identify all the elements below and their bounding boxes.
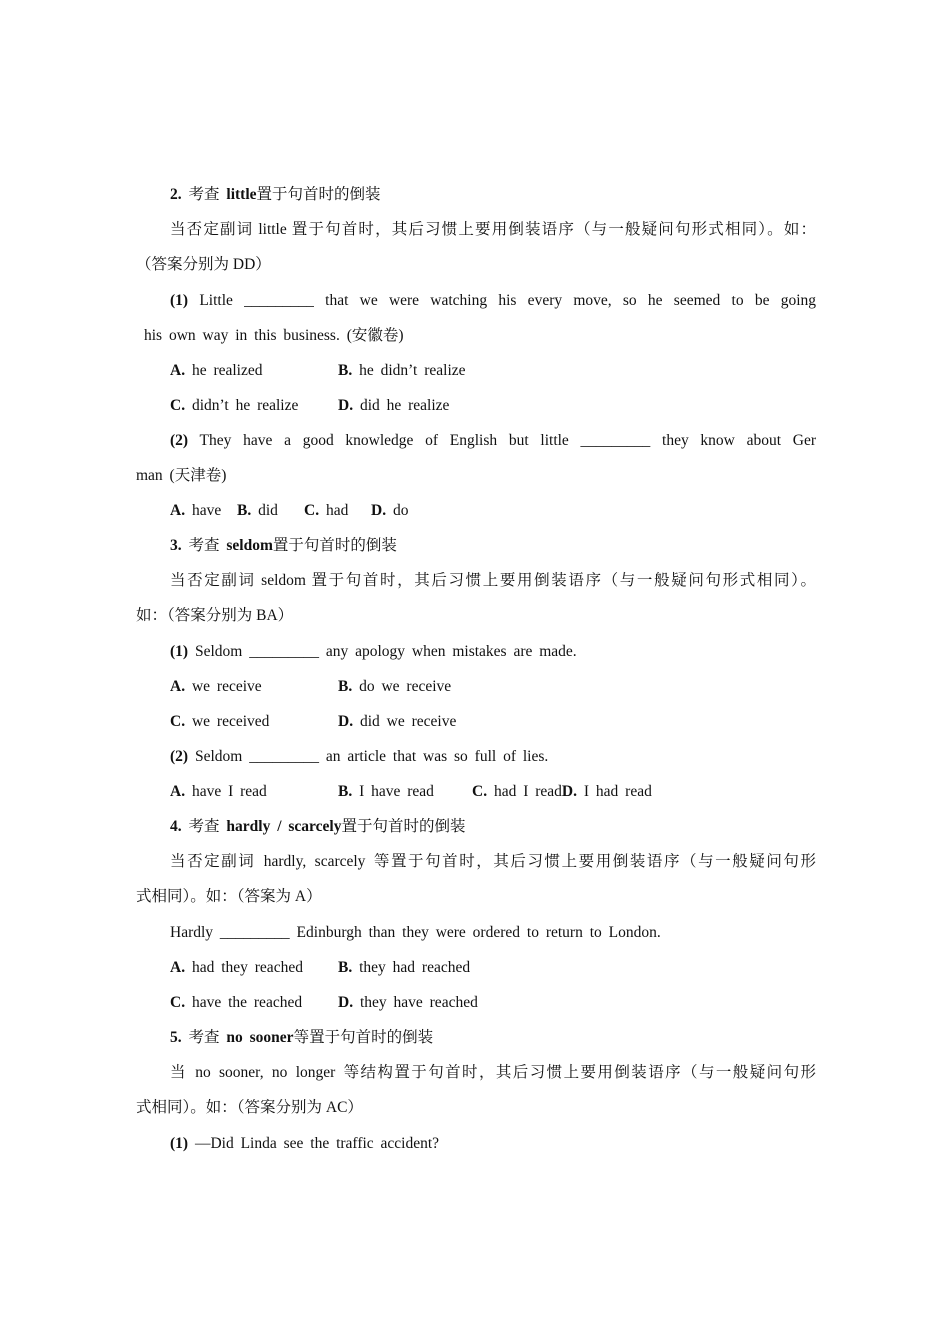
section-number: 3. <box>170 537 182 554</box>
s4-options-row2 <box>170 993 816 1013</box>
heading-keyword: little <box>226 186 257 203</box>
section-4-heading <box>170 817 816 837</box>
section-5-heading <box>170 1028 816 1048</box>
heading-suffix: 等置于句首时的倒装 <box>293 1029 434 1046</box>
option-c: C. had <box>304 502 349 519</box>
option-c: C. have the reached <box>170 994 303 1011</box>
s3-q1-options-row2 <box>170 712 816 732</box>
section-2-desc-line1: 当否定副词 little 置于句首时，其后习惯上要用倒装语序（与一般疑问句形式相同）。如： <box>170 221 816 238</box>
option-a: A. had they reached <box>170 959 303 976</box>
option-a: A. have I read <box>170 783 267 800</box>
question-text: They have a good knowledge of English but little _________ they know about Ger <box>199 432 816 449</box>
option-b: B. do we receive <box>338 678 452 695</box>
section-number: 5. <box>170 1029 182 1046</box>
section-5-desc-line2: 式相同）。如：（答案分别为 AC） <box>136 1099 363 1116</box>
s2-question-2-line1 <box>170 431 816 451</box>
question-text: Seldom _________ an article that was so full of lies. <box>194 748 549 765</box>
section-2-heading <box>170 185 816 205</box>
s4-options-row1 <box>170 958 816 978</box>
heading-keyword: seldom <box>226 537 273 554</box>
option-a: A. he realized <box>170 362 263 379</box>
option-d: D. did we receive <box>338 713 457 730</box>
s2-question-2-line2: man (天津卷) <box>136 467 227 484</box>
heading-prefix: 考查 <box>188 1029 220 1046</box>
heading-suffix: 置于句首时的倒装 <box>341 818 466 835</box>
option-b: B. did <box>237 502 278 519</box>
option-d: D. did he realize <box>338 397 450 414</box>
option-b: B. they had reached <box>338 959 471 976</box>
s2-q1-options-row1 <box>170 361 816 381</box>
question-text: Little _________ that we were watching his every move, so he seemed to be going <box>199 292 816 309</box>
option-b: B. he didn’t realize <box>338 362 466 379</box>
s5-question-1 <box>170 1134 816 1154</box>
s3-q1-options-row1 <box>170 677 816 697</box>
option-a: A. have <box>170 502 222 519</box>
section-5-desc-line1: 当 no sooner, no longer 等结构置于句首时，其后习惯上要用倒装语序（与一般疑问句形 <box>170 1064 816 1081</box>
option-c: C. we received <box>170 713 270 730</box>
section-number: 4. <box>170 818 182 835</box>
question-text: Seldom _________ any apology when mistakes are made. <box>194 643 577 660</box>
question-text: —Did Linda see the traffic accident? <box>194 1135 440 1152</box>
s2-q2-options <box>170 501 816 521</box>
section-3-desc-line1: 当否定副词 seldom 置于句首时，其后习惯上要用倒装语序（与一般疑问句形式相同）。 <box>170 572 816 589</box>
heading-keyword: no sooner <box>226 1029 294 1046</box>
s3-q2-options <box>170 782 816 802</box>
heading-suffix: 置于句首时的倒装 <box>256 186 381 203</box>
question-number: (1) <box>170 643 189 660</box>
s2-q1-options-row2 <box>170 396 816 416</box>
s3-question-2 <box>170 747 816 767</box>
option-d: D. I had read <box>561 783 652 800</box>
section-3-heading <box>170 536 816 556</box>
option-b: B. I have read <box>338 783 434 800</box>
question-number: (1) <box>170 292 189 309</box>
section-2-desc-line2: （答案分别为 DD） <box>136 256 271 273</box>
s2-question-1-line1 <box>170 291 816 311</box>
section-number: 2. <box>170 186 182 203</box>
heading-prefix: 考查 <box>188 186 220 203</box>
section-4-desc-line2: 式相同）。如：（答案为 A） <box>136 888 322 905</box>
option-c: C. had I read <box>472 783 562 800</box>
question-number: (2) <box>170 432 189 449</box>
s3-question-1 <box>170 642 816 662</box>
heading-prefix: 考查 <box>188 537 220 554</box>
question-number: (2) <box>170 748 189 765</box>
option-d: D. they have reached <box>338 994 478 1011</box>
option-a: A. we receive <box>170 678 262 695</box>
section-4-desc-line1: 当否定副词 hardly, scarcely 等置于句首时，其后习惯上要用倒装语序（与一般疑问句形 <box>170 853 816 870</box>
section-3-desc-line2: 如：（答案分别为 BA） <box>136 607 294 624</box>
option-c: C. didn’t he realize <box>170 397 299 414</box>
heading-keyword: hardly / scarcely <box>226 818 342 835</box>
question-number: (1) <box>170 1135 189 1152</box>
s4-question: Hardly _________ Edinburgh than they were ordered to return to London. <box>170 924 661 941</box>
option-d: D. do <box>371 502 409 519</box>
s2-question-1-line2: his own way in this business. (安徽卷) <box>144 327 404 344</box>
heading-suffix: 置于句首时的倒装 <box>272 537 397 554</box>
heading-prefix: 考查 <box>188 818 220 835</box>
